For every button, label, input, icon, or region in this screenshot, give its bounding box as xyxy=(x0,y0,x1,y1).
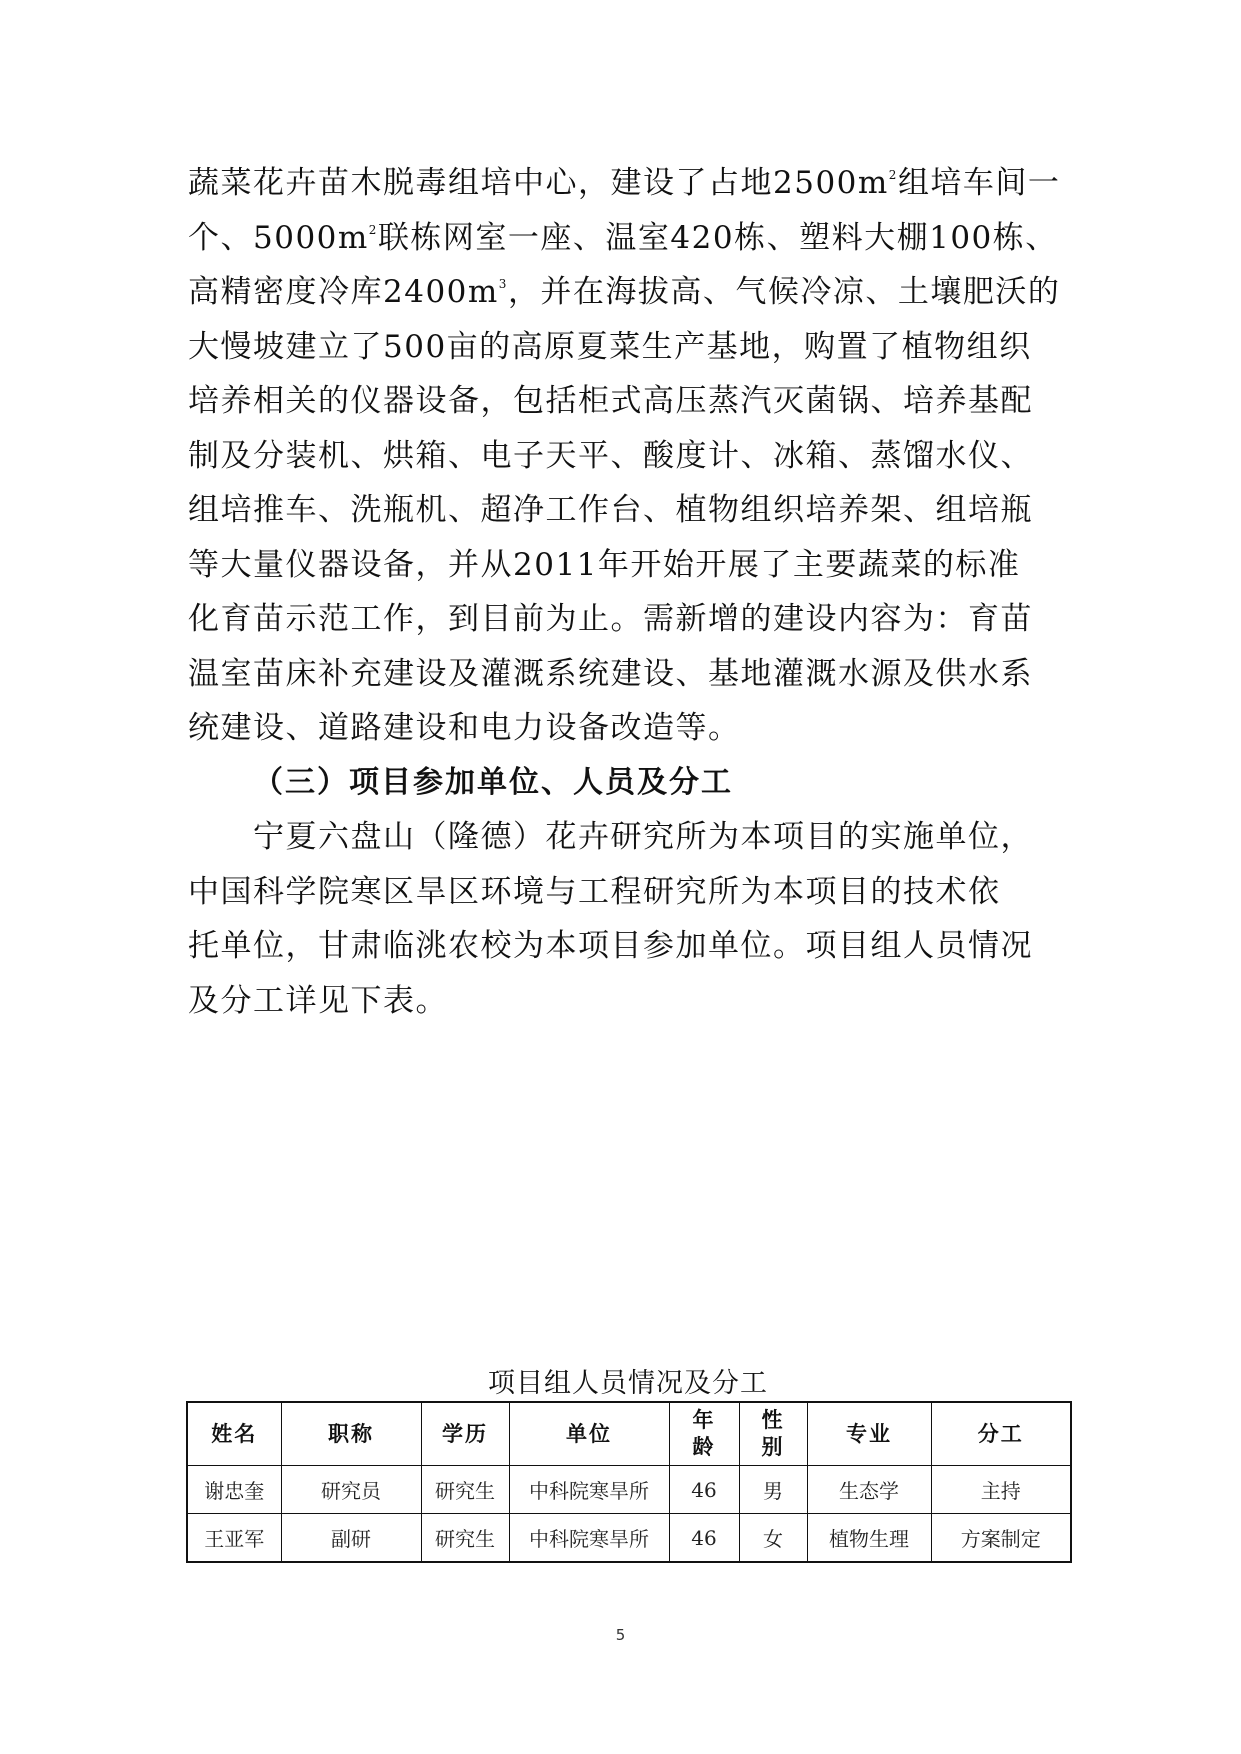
table-header-cell: 职称 xyxy=(281,1402,421,1466)
table-cell: 男 xyxy=(739,1466,807,1514)
paragraph-line: 培养相关的仪器设备，包括柜式高压蒸汽灭菌锅、培养基配 xyxy=(188,383,1033,419)
paragraph-participants xyxy=(188,810,1050,1028)
table-cell: 46 xyxy=(669,1514,739,1563)
table-cell: 研究生 xyxy=(421,1514,509,1563)
table-cell: 中科院寒旱所 xyxy=(509,1514,669,1563)
table-cell: 副研 xyxy=(281,1514,421,1563)
table-header-cell: 单位 xyxy=(509,1402,669,1466)
paragraph-line: 大慢坡建立了500亩的高原夏菜生产基地，购置了植物组织 xyxy=(188,328,1032,365)
paragraph-line: 等大量仪器设备，并从2011年开始开展了主要蔬菜的标准 xyxy=(188,546,1021,583)
paragraph-line: 托单位，甘肃临洮农校为本项目参加单位。项目组人员情况 xyxy=(188,928,1033,964)
paragraph-line: 温室苗床补充建设及灌溉系统建设、基地灌溉水源及供水系 xyxy=(188,655,1033,692)
paragraph-line: 高精密度冷库$2400m^3$，并在海拔高、气候冷凉、土壤肥沃的 xyxy=(188,274,1061,310)
table-body xyxy=(187,1466,1071,1563)
table-row xyxy=(187,1514,1071,1563)
table-cell: 植物生理 xyxy=(807,1514,931,1563)
table-header-cell: 年 龄 xyxy=(669,1402,739,1466)
table-caption: 项目组人员情况及分工 xyxy=(488,1368,768,1399)
paragraph-line: 化育苗示范工作，到目前为止。需新增的建设内容为：育苗 xyxy=(188,601,1033,637)
table-header-cell: 学历 xyxy=(421,1402,509,1466)
table-header-cell: 姓名 xyxy=(187,1402,281,1466)
table-cell: 王亚军 xyxy=(187,1514,281,1563)
table-cell: 研究生 xyxy=(421,1466,509,1514)
body-text xyxy=(188,156,1061,1028)
table-cell: 46 xyxy=(669,1466,739,1514)
paragraph-line: 蔬菜花卉苗木脱毒组培中心，建设了占地$2500m^2$组培车间一 xyxy=(188,165,1061,201)
table-cell: 生态学 xyxy=(807,1466,931,1514)
paragraph-facilities xyxy=(188,156,1061,756)
section-heading: （三）项目参加单位、人员及分工 xyxy=(253,764,733,800)
table-cell: 主持 xyxy=(931,1466,1071,1514)
paragraph-line: 统建设、道路建设和电力设备改造等。 xyxy=(188,710,741,746)
table-header-row xyxy=(187,1402,1071,1466)
paragraph-line: 组培推车、洗瓶机、超净工作台、植物组织培养架、组培瓶 xyxy=(188,492,1033,528)
table-header-cell: 分工 xyxy=(931,1402,1071,1466)
table-cell: 研究员 xyxy=(281,1466,421,1514)
paragraph-line: 宁夏六盘山（隆德）花卉研究所为本项目的实施单位， xyxy=(253,819,1033,855)
table-row xyxy=(187,1466,1071,1514)
table-cell: 方案制定 xyxy=(931,1514,1071,1563)
table-header-cell: 性 别 xyxy=(739,1402,807,1466)
table-cell: 谢忠奎 xyxy=(187,1466,281,1514)
paragraph-line: 及分工详见下表。 xyxy=(188,982,448,1019)
staff-table xyxy=(186,1401,1072,1563)
page-number: 5 xyxy=(615,1626,626,1644)
table-cell: 中科院寒旱所 xyxy=(509,1466,669,1514)
paragraph-line: 中国科学院寒区旱区环境与工程研究所为本项目的技术依 xyxy=(188,873,1001,910)
table-header-cell: 专业 xyxy=(807,1402,931,1466)
paragraph-line: 个、$5000m^2$联栋网室一座、温室420栋、塑料大棚100栋、 xyxy=(188,219,1058,256)
table-cell: 女 xyxy=(739,1514,807,1563)
paragraph-line: 制及分装机、烘箱、电子天平、酸度计、冰箱、蒸馏水仪、 xyxy=(188,437,1033,474)
